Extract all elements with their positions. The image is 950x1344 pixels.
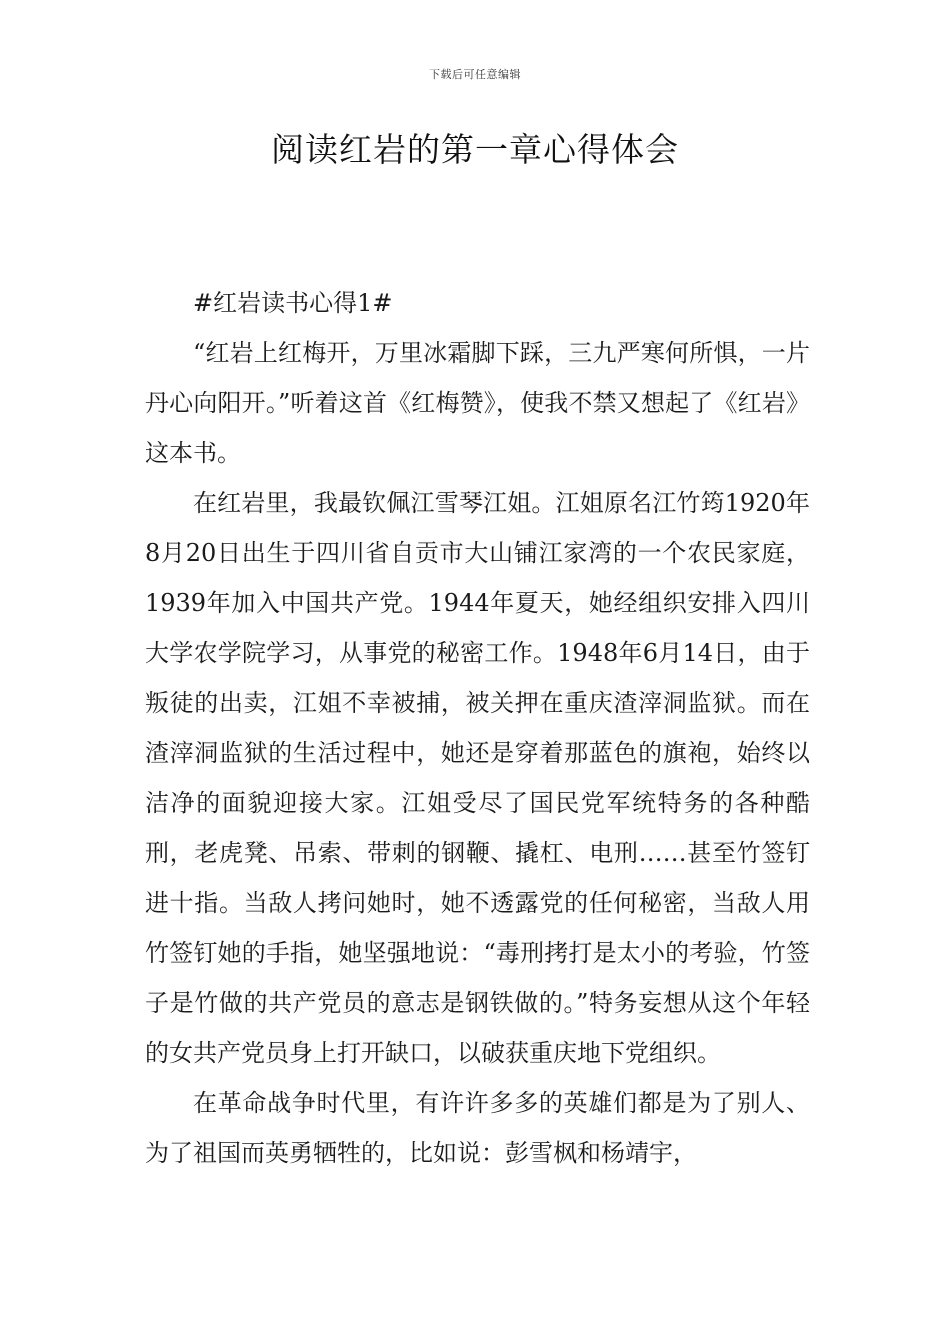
- header-note: 下载后可任意编辑: [429, 68, 521, 81]
- document-body: [145, 278, 810, 1178]
- paragraph-intro: “红岩上红梅开，万里冰霜脚下踩，三九严寒何所惧，一片丹心向阳开。”听着这首《红梅赞》，使我不禁又想起了《红岩》这本书。: [145, 339, 810, 467]
- paragraph-heroes: 在革命战争时代里，有许许多多的英雄们都是为了别人、为了祖国而英勇牺牲的，比如说：彭雪枫和杨靖宇，: [145, 1089, 810, 1167]
- paragraph-heading-tag: #红岩读书心得1#: [193, 289, 393, 317]
- document-title: 阅读红岩的第一章心得体会: [271, 130, 679, 169]
- paragraph-jiang-jie: 在红岩里，我最钦佩江雪琴江姐。江姐原名江竹筠1920年8月20日出生于四川省自贡市大山铺江家湾的一个农民家庭，1939年加入中国共产党。1944年夏天，她经组织安排入四川大学农学院学习，从事党的秘密工作。1948年6月14日，由于叛徒的出卖，江姐不幸被捕，被关押在重庆渣滓洞监狱。而在渣滓洞监狱的生活过程中，她还是穿着那蓝色的旗袍，始终以洁净的面貌迎接大家。江姐受尽了国民党军统特务的各种酷刑，老虎凳、吊索、带刺的钢鞭、撬杠、电刑……甚至竹签钉进十指。当敌人拷问她时，她不透露党的任何秘密，当敌人用竹签钉她的手指，她坚强地说：“毒刑拷打是太小的考验，竹签子是竹做的共产党员的意志是钢铁做的。”特务妄想从这个年轻的女共产党员身上打开缺口，以破获重庆地下党组织。: [145, 489, 810, 1067]
